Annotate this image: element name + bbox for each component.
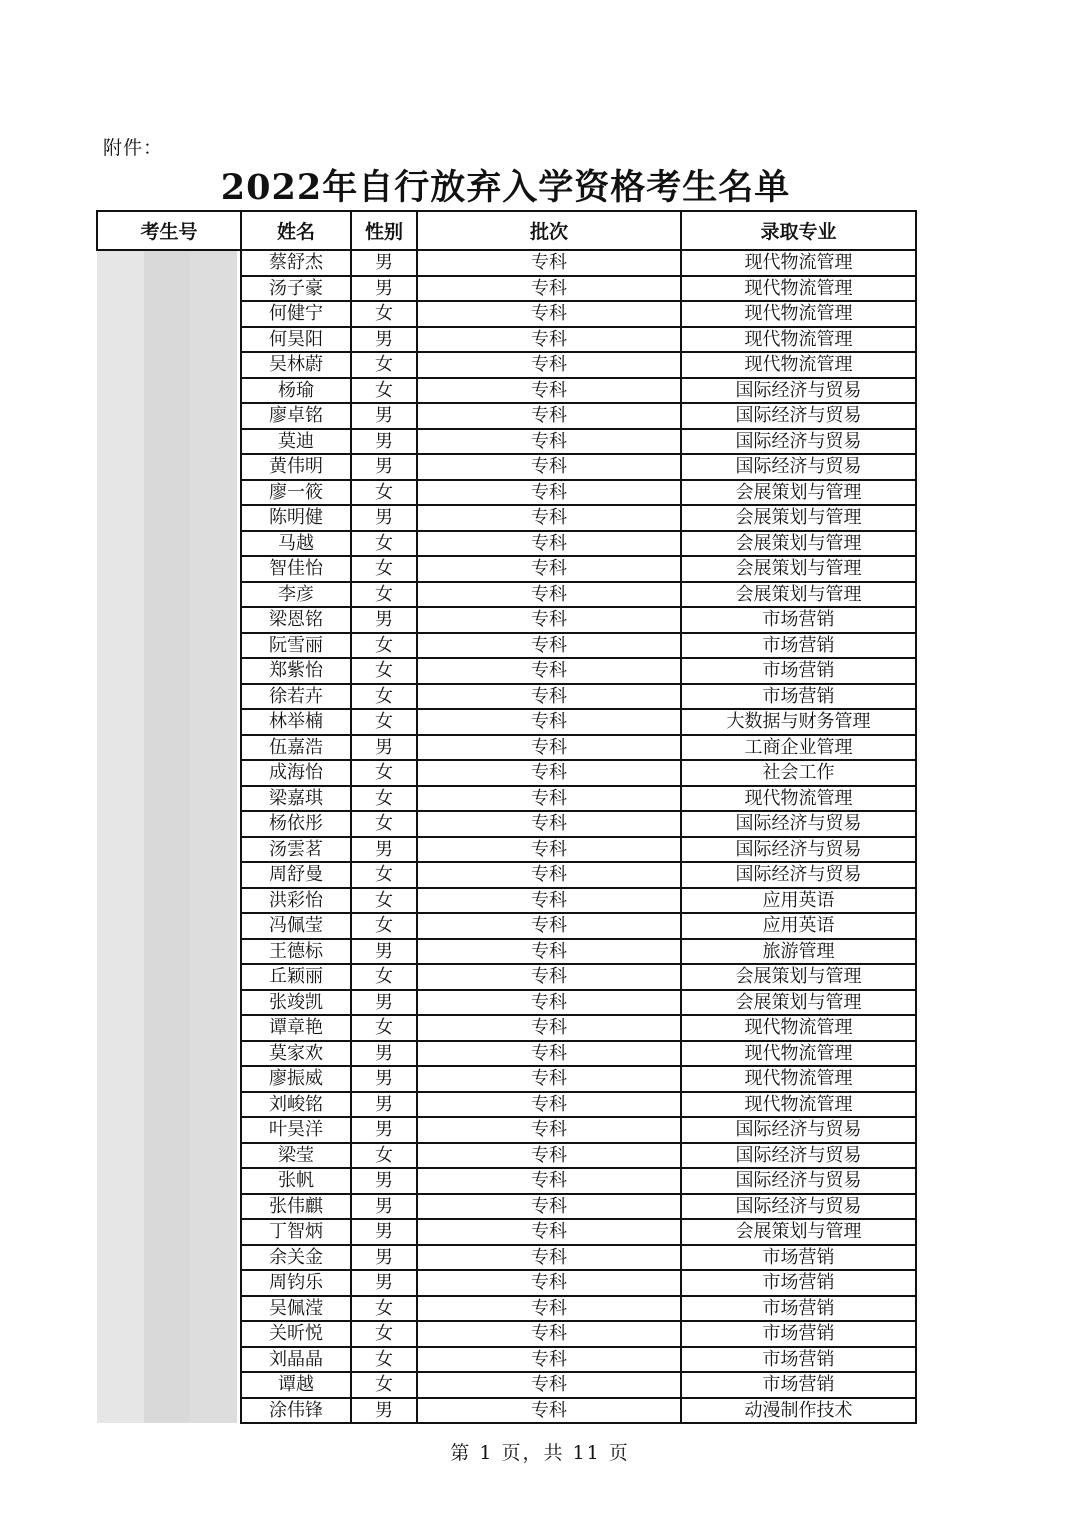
cell-gender: 男 xyxy=(351,250,417,276)
cell-gender: 男 xyxy=(351,505,417,531)
cell-name: 黄伟明 xyxy=(241,454,351,480)
cell-batch: 专科 xyxy=(417,582,681,608)
cell-gender: 女 xyxy=(351,1372,417,1398)
cell-name: 蔡舒杰 xyxy=(241,250,351,276)
cell-gender: 女 xyxy=(351,709,417,735)
cell-batch: 专科 xyxy=(417,684,681,710)
cell-batch: 专科 xyxy=(417,1296,681,1322)
cell-gender: 女 xyxy=(351,1143,417,1169)
cell-gender: 女 xyxy=(351,1347,417,1373)
cell-name: 梁嘉琪 xyxy=(241,786,351,812)
cell-batch: 专科 xyxy=(417,786,681,812)
cell-major: 会展策划与管理 xyxy=(681,990,916,1016)
cell-name: 叶昊洋 xyxy=(241,1117,351,1143)
cell-major: 市场营销 xyxy=(681,1321,916,1347)
cell-gender: 女 xyxy=(351,531,417,557)
cell-name: 刘晶晶 xyxy=(241,1347,351,1373)
cell-gender: 男 xyxy=(351,429,417,455)
cell-batch: 专科 xyxy=(417,454,681,480)
cell-batch: 专科 xyxy=(417,1245,681,1271)
cell-major: 国际经济与贸易 xyxy=(681,1143,916,1169)
page-footer: 第 1 页，共 11 页 xyxy=(450,1442,630,1464)
cell-batch: 专科 xyxy=(417,1066,681,1092)
cell-name: 徐若卉 xyxy=(241,684,351,710)
cell-name: 杨依彤 xyxy=(241,811,351,837)
cell-major: 市场营销 xyxy=(681,658,916,684)
cell-gender: 女 xyxy=(351,888,417,914)
cell-name: 涂伟锋 xyxy=(241,1398,351,1424)
cell-major: 市场营销 xyxy=(681,1296,916,1322)
cell-gender: 男 xyxy=(351,1194,417,1220)
cell-name: 马越 xyxy=(241,531,351,557)
cell-gender: 女 xyxy=(351,811,417,837)
cell-major: 会展策划与管理 xyxy=(681,582,916,608)
cell-gender: 男 xyxy=(351,1041,417,1067)
cell-major: 国际经济与贸易 xyxy=(681,403,916,429)
cell-gender: 男 xyxy=(351,990,417,1016)
cell-major: 大数据与财务管理 xyxy=(681,709,916,735)
cell-major: 旅游管理 xyxy=(681,939,916,965)
cell-gender: 男 xyxy=(351,1066,417,1092)
cell-gender: 女 xyxy=(351,1296,417,1322)
cell-major: 国际经济与贸易 xyxy=(681,1194,916,1220)
header-major: 录取专业 xyxy=(681,211,916,250)
attachment-label: 附件： xyxy=(103,137,164,159)
cell-name: 何昊阳 xyxy=(241,327,351,353)
cell-batch: 专科 xyxy=(417,1219,681,1245)
cell-gender: 男 xyxy=(351,607,417,633)
cell-name: 汤雲茗 xyxy=(241,837,351,863)
cell-major: 会展策划与管理 xyxy=(681,964,916,990)
cell-gender: 男 xyxy=(351,837,417,863)
cell-major: 工商企业管理 xyxy=(681,735,916,761)
cell-gender: 男 xyxy=(351,327,417,353)
redaction-blur xyxy=(97,251,237,1423)
cell-major: 国际经济与贸易 xyxy=(681,429,916,455)
table-row xyxy=(97,250,916,276)
cell-batch: 专科 xyxy=(417,378,681,404)
table-header-row xyxy=(97,211,916,250)
cell-major: 现代物流管理 xyxy=(681,250,916,276)
cell-batch: 专科 xyxy=(417,1347,681,1373)
cell-major: 市场营销 xyxy=(681,1347,916,1373)
cell-major: 社会工作 xyxy=(681,760,916,786)
cell-gender: 男 xyxy=(351,1245,417,1271)
cell-batch: 专科 xyxy=(417,888,681,914)
cell-major: 现代物流管理 xyxy=(681,327,916,353)
cell-name: 莫家欢 xyxy=(241,1041,351,1067)
cell-batch: 专科 xyxy=(417,1168,681,1194)
cell-batch: 专科 xyxy=(417,301,681,327)
cell-major: 会展策划与管理 xyxy=(681,505,916,531)
cell-gender: 女 xyxy=(351,1015,417,1041)
cell-batch: 专科 xyxy=(417,1092,681,1118)
header-batch: 批次 xyxy=(417,211,681,250)
cell-batch: 专科 xyxy=(417,607,681,633)
cell-gender: 女 xyxy=(351,786,417,812)
cell-name: 王德标 xyxy=(241,939,351,965)
cell-name: 伍嘉浩 xyxy=(241,735,351,761)
cell-major: 国际经济与贸易 xyxy=(681,454,916,480)
cell-name: 廖卓铭 xyxy=(241,403,351,429)
cell-major: 市场营销 xyxy=(681,1270,916,1296)
cell-name: 陈明健 xyxy=(241,505,351,531)
cell-major: 会展策划与管理 xyxy=(681,556,916,582)
cell-name: 林举楠 xyxy=(241,709,351,735)
cell-name: 阮雪丽 xyxy=(241,633,351,659)
cell-batch: 专科 xyxy=(417,1041,681,1067)
cell-major: 市场营销 xyxy=(681,607,916,633)
cell-batch: 专科 xyxy=(417,429,681,455)
cell-name: 梁恩铭 xyxy=(241,607,351,633)
cell-name: 张伟麒 xyxy=(241,1194,351,1220)
cell-major: 现代物流管理 xyxy=(681,1041,916,1067)
cell-name: 洪彩怡 xyxy=(241,888,351,914)
cell-name: 李彦 xyxy=(241,582,351,608)
cell-gender: 男 xyxy=(351,403,417,429)
cell-gender: 女 xyxy=(351,913,417,939)
cell-major: 会展策划与管理 xyxy=(681,531,916,557)
cell-batch: 专科 xyxy=(417,709,681,735)
cell-batch: 专科 xyxy=(417,1398,681,1424)
cell-name: 郑紫怡 xyxy=(241,658,351,684)
cell-batch: 专科 xyxy=(417,760,681,786)
cell-name: 智佳怡 xyxy=(241,556,351,582)
cell-major: 现代物流管理 xyxy=(681,1092,916,1118)
cell-gender: 女 xyxy=(351,760,417,786)
cell-name: 汤子豪 xyxy=(241,276,351,302)
cell-gender: 女 xyxy=(351,964,417,990)
cell-gender: 男 xyxy=(351,276,417,302)
cell-major: 市场营销 xyxy=(681,1245,916,1271)
cell-major: 现代物流管理 xyxy=(681,352,916,378)
cell-name: 何健宁 xyxy=(241,301,351,327)
cell-batch: 专科 xyxy=(417,505,681,531)
cell-name: 刘峻铭 xyxy=(241,1092,351,1118)
table-body xyxy=(97,250,916,1423)
cell-name: 成海怡 xyxy=(241,760,351,786)
cell-gender: 女 xyxy=(351,301,417,327)
cell-major: 应用英语 xyxy=(681,888,916,914)
cell-name: 莫迪 xyxy=(241,429,351,455)
cell-gender: 女 xyxy=(351,582,417,608)
cell-batch: 专科 xyxy=(417,939,681,965)
candidate-id-redacted xyxy=(97,250,241,1423)
cell-batch: 专科 xyxy=(417,403,681,429)
cell-name: 吴林蔚 xyxy=(241,352,351,378)
cell-major: 应用英语 xyxy=(681,913,916,939)
cell-major: 会展策划与管理 xyxy=(681,480,916,506)
cell-name: 周舒曼 xyxy=(241,862,351,888)
cell-major: 市场营销 xyxy=(681,633,916,659)
cell-name: 谭越 xyxy=(241,1372,351,1398)
cell-gender: 男 xyxy=(351,454,417,480)
header-candidate-id: 考生号 xyxy=(97,211,241,250)
cell-major: 现代物流管理 xyxy=(681,276,916,302)
cell-batch: 专科 xyxy=(417,735,681,761)
cell-name: 廖一筱 xyxy=(241,480,351,506)
cell-major: 国际经济与贸易 xyxy=(681,862,916,888)
cell-batch: 专科 xyxy=(417,633,681,659)
cell-major: 国际经济与贸易 xyxy=(681,1168,916,1194)
blur-block xyxy=(97,251,144,1423)
cell-name: 杨瑜 xyxy=(241,378,351,404)
cell-name: 张竣凯 xyxy=(241,990,351,1016)
cell-batch: 专科 xyxy=(417,1194,681,1220)
cell-batch: 专科 xyxy=(417,658,681,684)
cell-batch: 专科 xyxy=(417,990,681,1016)
cell-gender: 女 xyxy=(351,556,417,582)
cell-name: 余关金 xyxy=(241,1245,351,1271)
cell-gender: 女 xyxy=(351,862,417,888)
cell-batch: 专科 xyxy=(417,1372,681,1398)
header-gender: 性别 xyxy=(351,211,417,250)
cell-gender: 男 xyxy=(351,939,417,965)
cell-major: 国际经济与贸易 xyxy=(681,811,916,837)
document-title: 2022年自行放弃入学资格考生名单 xyxy=(220,167,791,208)
cell-gender: 男 xyxy=(351,1168,417,1194)
cell-name: 梁莹 xyxy=(241,1143,351,1169)
cell-batch: 专科 xyxy=(417,811,681,837)
cell-major: 会展策划与管理 xyxy=(681,1219,916,1245)
cell-gender: 男 xyxy=(351,1270,417,1296)
cell-major: 现代物流管理 xyxy=(681,1066,916,1092)
cell-major: 市场营销 xyxy=(681,684,916,710)
cell-batch: 专科 xyxy=(417,862,681,888)
cell-gender: 男 xyxy=(351,1117,417,1143)
cell-name: 张帆 xyxy=(241,1168,351,1194)
cell-batch: 专科 xyxy=(417,352,681,378)
cell-major: 动漫制作技术 xyxy=(681,1398,916,1424)
cell-gender: 男 xyxy=(351,1219,417,1245)
header-name: 姓名 xyxy=(241,211,351,250)
cell-gender: 女 xyxy=(351,480,417,506)
cell-batch: 专科 xyxy=(417,1321,681,1347)
cell-batch: 专科 xyxy=(417,1015,681,1041)
cell-name: 廖振威 xyxy=(241,1066,351,1092)
cell-batch: 专科 xyxy=(417,250,681,276)
cell-batch: 专科 xyxy=(417,480,681,506)
cell-gender: 男 xyxy=(351,1398,417,1424)
cell-batch: 专科 xyxy=(417,1117,681,1143)
cell-name: 冯佩莹 xyxy=(241,913,351,939)
cell-gender: 女 xyxy=(351,352,417,378)
cell-name: 关昕悦 xyxy=(241,1321,351,1347)
cell-batch: 专科 xyxy=(417,531,681,557)
cell-major: 现代物流管理 xyxy=(681,1015,916,1041)
cell-batch: 专科 xyxy=(417,1270,681,1296)
cell-batch: 专科 xyxy=(417,276,681,302)
cell-name: 丁智炳 xyxy=(241,1219,351,1245)
blur-block xyxy=(190,251,237,1423)
cell-major: 国际经济与贸易 xyxy=(681,1117,916,1143)
cell-major: 现代物流管理 xyxy=(681,301,916,327)
cell-major: 市场营销 xyxy=(681,1372,916,1398)
cell-gender: 女 xyxy=(351,378,417,404)
cell-major: 国际经济与贸易 xyxy=(681,378,916,404)
cell-gender: 男 xyxy=(351,735,417,761)
cell-gender: 女 xyxy=(351,1321,417,1347)
cell-batch: 专科 xyxy=(417,327,681,353)
cell-batch: 专科 xyxy=(417,556,681,582)
cell-name: 谭章艳 xyxy=(241,1015,351,1041)
cell-batch: 专科 xyxy=(417,837,681,863)
cell-gender: 女 xyxy=(351,684,417,710)
cell-batch: 专科 xyxy=(417,913,681,939)
cell-batch: 专科 xyxy=(417,964,681,990)
cell-gender: 男 xyxy=(351,1092,417,1118)
blur-block xyxy=(144,251,191,1423)
cell-gender: 女 xyxy=(351,658,417,684)
cell-major: 国际经济与贸易 xyxy=(681,837,916,863)
cell-name: 吴佩滢 xyxy=(241,1296,351,1322)
cell-major: 现代物流管理 xyxy=(681,786,916,812)
candidate-table xyxy=(96,210,917,1424)
cell-name: 周钧乐 xyxy=(241,1270,351,1296)
cell-gender: 女 xyxy=(351,633,417,659)
cell-name: 丘颖丽 xyxy=(241,964,351,990)
cell-batch: 专科 xyxy=(417,1143,681,1169)
